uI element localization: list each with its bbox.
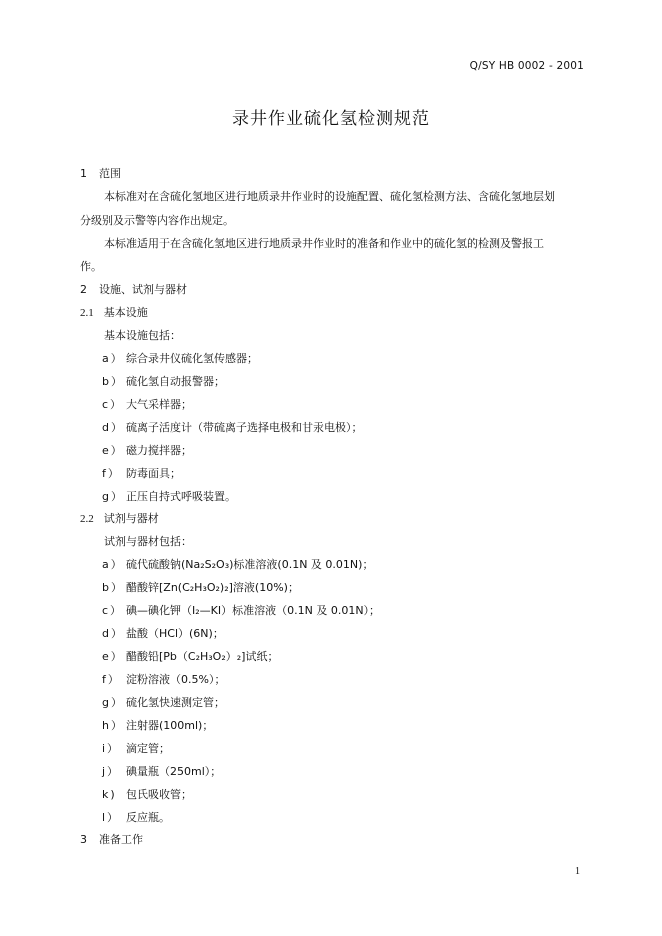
list-marker: a）: [102, 352, 124, 365]
list-text: 硫化氢快速测定管；: [126, 696, 225, 709]
list-text: 硫化氢自动报警器；: [126, 375, 225, 388]
subsection-title: 基本设施: [103, 306, 148, 319]
list-item: [102, 442, 192, 458]
paragraph-line: 作。: [80, 260, 102, 273]
header-code: Q/SY HB 0002 - 2001: [469, 60, 584, 72]
list-intro: 试剂与器材包括：: [104, 535, 192, 548]
paragraph-line: 分级别及示警等内容作出规定。: [80, 214, 234, 227]
section-title: 范围: [99, 167, 121, 180]
list-marker: e）: [102, 650, 124, 663]
section-number: 1: [80, 167, 87, 180]
list-text: 盐酸（HCl）(6N)；: [126, 627, 224, 640]
list-marker: f）: [102, 467, 121, 480]
list-item: [102, 556, 373, 572]
section-1-heading: [80, 165, 121, 181]
list-item: [102, 579, 299, 595]
list-item: [102, 671, 225, 687]
list-text: 醋酸锌[Zn(C₂H₃O₂)₂]溶液(10%)；: [126, 581, 299, 594]
list-text: 碘量瓶（250ml）；: [126, 765, 222, 778]
list-marker: l）: [102, 811, 121, 824]
subsection-2-2-heading: [80, 510, 159, 526]
list-item: [102, 488, 236, 504]
list-item: [102, 465, 181, 481]
subsection-number: 2.2: [80, 513, 94, 525]
list-text: 正压自持式呼吸装置。: [126, 490, 236, 503]
list-item: [102, 648, 278, 664]
subsection-2-1-heading: [80, 304, 148, 320]
list-marker: h）: [102, 719, 124, 732]
list-marker: b）: [102, 581, 124, 594]
page-number: 1: [575, 866, 580, 877]
list-marker: d）: [102, 421, 124, 434]
list-marker: c）: [102, 604, 124, 617]
list-text: 淀粉溶液（0.5%）；: [126, 673, 226, 686]
list-text: 防毒面具；: [126, 467, 181, 480]
list-item: [102, 763, 221, 779]
list-text: 注射器(100ml)；: [126, 719, 214, 732]
list-item: [102, 419, 363, 435]
list-text: 综合录井仪硫化氢传感器；: [126, 352, 258, 365]
list-text: 硫代硫酸钠(Na₂S₂O₃)标准溶液(0.1N 及 0.01N)；: [126, 558, 374, 571]
list-text: 碘—碘化钾（I₂—KI）标准溶液（0.1N 及 0.01N）；: [126, 604, 381, 617]
list-text: 反应瓶。: [126, 811, 170, 824]
list-text: 硫离子活度计（带硫离子选择电极和甘汞电极）；: [126, 421, 363, 434]
list-item: [102, 396, 192, 412]
paragraph-line: 本标准对在含硫化氢地区进行地质录井作业时的设施配置、硫化氢检测方法、含硫化氢地层划: [104, 190, 555, 203]
section-2-heading: [80, 281, 187, 297]
list-text: 滴定管；: [126, 742, 170, 755]
list-item: [102, 350, 258, 366]
subsection-number: 2.1: [80, 307, 94, 319]
list-item: [102, 740, 170, 756]
list-item: [102, 602, 380, 618]
list-item: [102, 373, 225, 389]
list-marker: c）: [102, 398, 124, 411]
list-text: 包氏吸收管；: [126, 788, 192, 801]
list-marker: g）: [102, 696, 124, 709]
list-item: [102, 694, 225, 710]
list-item: [102, 625, 224, 641]
section-3-heading: [80, 831, 143, 847]
list-item: [102, 786, 192, 802]
list-marker: f）: [102, 673, 121, 686]
list-text: 大气采样器；: [126, 398, 192, 411]
list-marker: a）: [102, 558, 124, 571]
list-marker: i）: [102, 742, 121, 755]
subsection-title: 试剂与器材: [103, 512, 159, 525]
list-item: [102, 717, 213, 733]
list-text: 磁力搅拌器；: [126, 444, 192, 457]
list-marker: j）: [102, 765, 121, 778]
list-marker: g）: [102, 490, 124, 503]
paragraph-line: 本标准适用于在含硫化氢地区进行地质录井作业时的准备和作业中的硫化氢的检测及警报工: [104, 237, 544, 250]
section-number: 2: [80, 283, 87, 296]
section-title: 设施、试剂与器材: [99, 283, 187, 296]
list-item: [102, 809, 170, 825]
list-marker: k): [102, 788, 117, 801]
list-intro: 基本设施包括：: [104, 329, 181, 342]
list-marker: b）: [102, 375, 124, 388]
section-title: 准备工作: [99, 833, 143, 846]
list-marker: e）: [102, 444, 124, 457]
page-title: 录井作业硫化氢检测规范: [232, 109, 430, 129]
list-marker: d）: [102, 627, 124, 640]
section-number: 3: [80, 833, 87, 846]
list-text: 醋酸铅[Pb（C₂H₃O₂）₂]试纸；: [126, 650, 279, 663]
